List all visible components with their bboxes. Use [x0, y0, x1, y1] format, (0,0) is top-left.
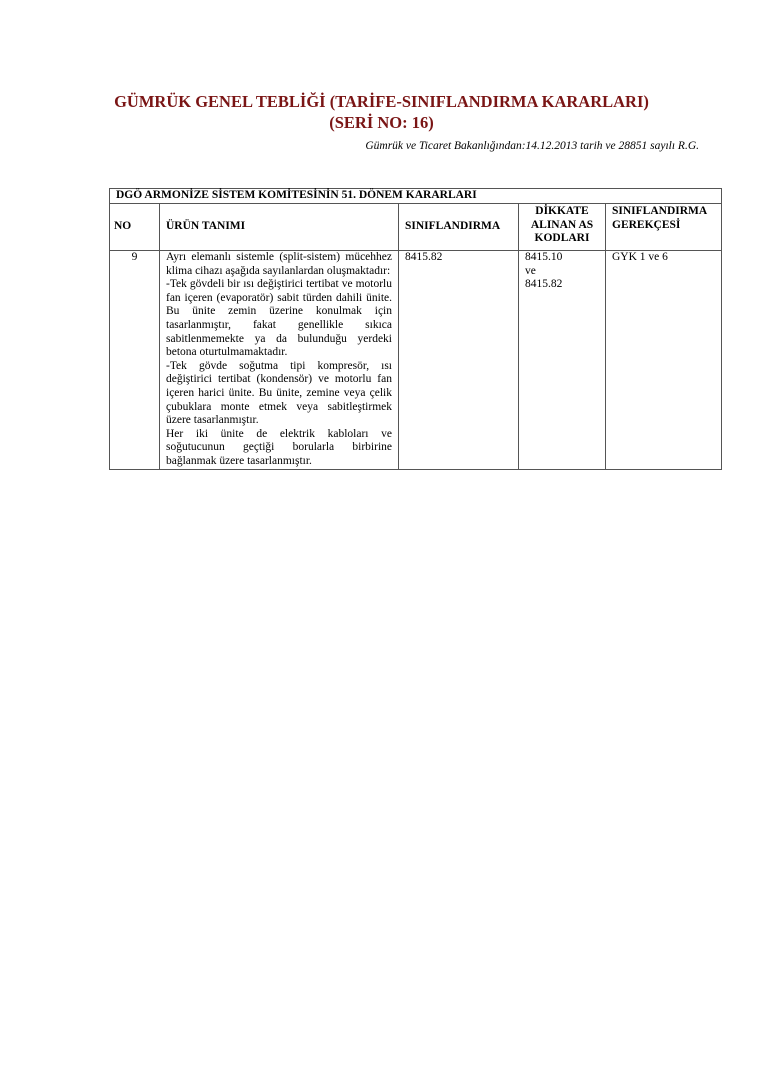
publication-source: Gümrük ve Ticaret Bakanlığından:14.12.2013 tarih ve 28851 sayılı R.G.: [365, 140, 699, 152]
column-header-classification: SINIFLANDIRMA: [399, 204, 519, 251]
hs-code-line: ve: [525, 264, 536, 277]
classification-rationale: GYK 1 ve 6: [606, 251, 722, 470]
column-header-no: NO: [110, 204, 160, 251]
table-caption-row: [110, 189, 722, 204]
row-number: 9: [110, 251, 160, 470]
hs-code-line: 8415.82: [525, 278, 563, 291]
product-description: [160, 251, 399, 470]
hs-codes-cell: [519, 251, 606, 470]
description-paragraph: Ayrı elemanlı sistemle (split-sistem) mücehhez klima cihazı aşağıda sayılanlardan oluşmaktadır:: [166, 251, 392, 277]
hs-code-line: 8415.10: [525, 251, 563, 263]
classification-code: 8415.82: [399, 251, 519, 470]
table-caption: DGÖ ARMONİZE SİSTEM KOMİTESİNİN 51. DÖNEM KARARLARI: [110, 189, 722, 204]
column-header-rationale: SINIFLANDIRMA GEREKÇESİ: [606, 204, 722, 251]
column-header-hs-codes: DİKKATE ALINAN AS KODLARI: [519, 204, 606, 251]
column-header-product: ÜRÜN TANIMI: [160, 204, 399, 251]
document-title: GÜMRÜK GENEL TEBLİĞİ (TARİFE-SINIFLANDIRMA KARARLARI): [114, 92, 649, 111]
table-header-row: [110, 204, 722, 251]
description-paragraph: Her iki ünite de elektrik kabloları ve soğutucunun geçtiği borularla birbirine bağlanmak üzere tasarlanmıştır.: [166, 427, 392, 467]
decisions-table: [109, 188, 722, 470]
description-paragraph: -Tek gövde soğutma tipi kompresör, ısı değiştirici tertibat (kondensör) ve motorlu fan içeren harici ünite. Bu ünite, zemine veya çelik çubuklara monte etmek veya sabitleştirmek üzere tasarlanmıştır.: [166, 359, 392, 427]
document-series-number: (SERİ NO: 16): [329, 113, 434, 132]
table-row: [110, 251, 722, 470]
description-paragraph: -Tek gövdeli bir ısı değiştirici tertibat ve motorlu fan içeren (evaporatör) sabit türden dahili ünite. Bu ünite zemin üzerine konulmak için tasarlanmıştır, fakat genellikle sıkıca sabitlenmemekte ya da bulunduğu yerdeki betona oturtulmamaktadır.: [166, 278, 392, 359]
